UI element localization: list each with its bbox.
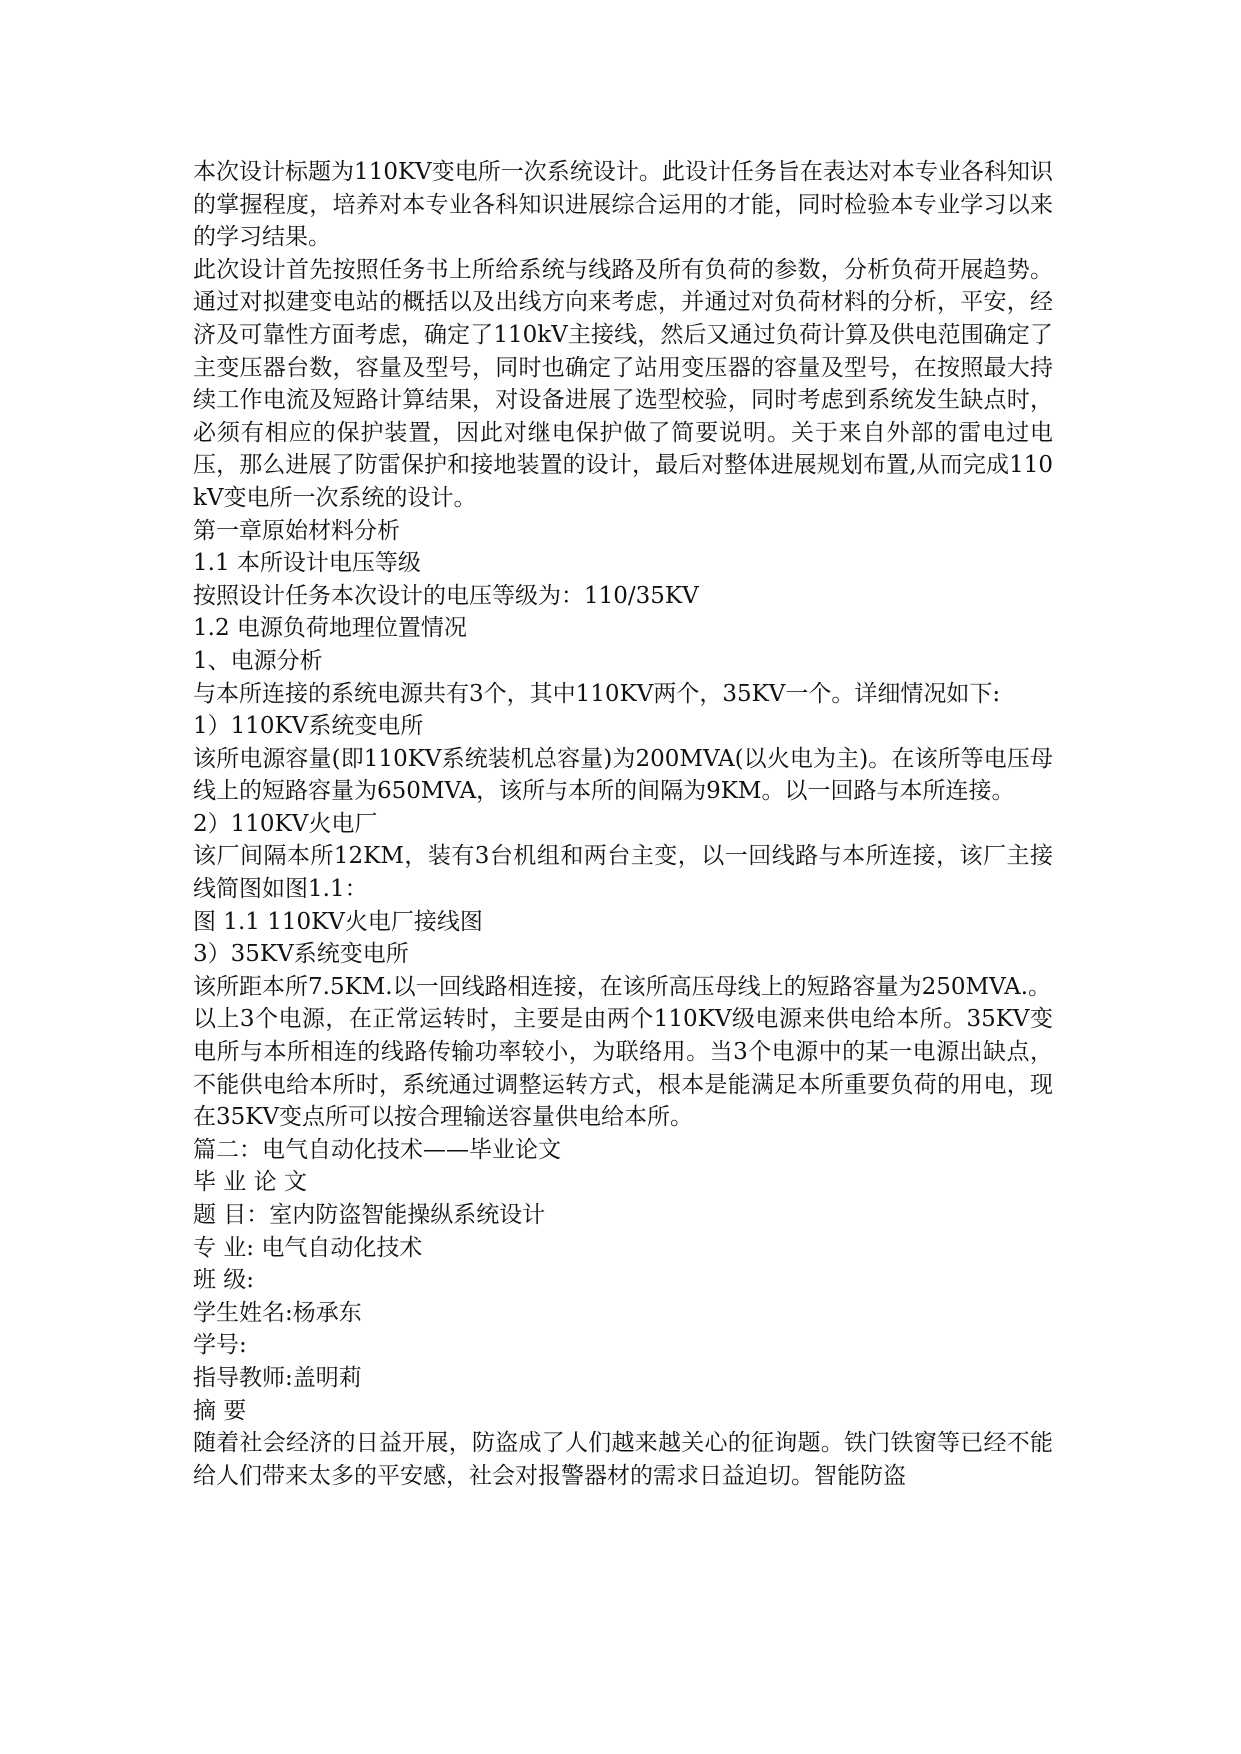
thesis-student-id: 学号: bbox=[193, 1332, 247, 1359]
subsection-heading-power-analysis: 1、电源分析 bbox=[193, 647, 323, 674]
voltage-level-text: 按照设计任务本次设计的电压等级为：110/35KV bbox=[193, 582, 699, 609]
item-heading-35kv-substation: 3）35KV系统变电所 bbox=[193, 941, 409, 968]
thesis-abstract-text: 随着社会经济的日益开展，防盗成了人们越来越关心的征询题。铁门铁窗等已经不能给人们带来太多的平安感，社会对报警器材的需求日益迫切。智能防盗 bbox=[193, 1430, 1053, 1489]
item-text-35kv-substation: 该所距本所7.5KM.以一回线路相连接，在该所高压母线上的短路容量为250MVA.。 bbox=[193, 973, 1052, 1000]
power-sources-intro: 与本所连接的系统电源共有3个，其中110KV两个，35KV一个。详细情况如下: bbox=[193, 680, 1001, 707]
section-heading-1-1: 1.1 本所设计电压等级 bbox=[193, 550, 421, 577]
item-text-110kv-substation: 该所电源容量(即110KV系统装机总容量)为200MVA(以火电为主)。在该所等电压母线上的短路容量为650MVA，该所与本所的间隔为9KM。以一回路与本所连接。 bbox=[193, 745, 1053, 805]
thesis-major: 专 业: 电气自动化技术 bbox=[193, 1234, 423, 1261]
power-sources-summary: 以上3个电源，在正常运转时，主要是由两个110KV级电源来供电给本所。35KV变电所与本所相连的线路传输功率较小，为联络用。当3个电源中的某一电源出缺点，不能供电给本所时，系统通过调整运转方式，根本是能满足本所重要负荷的用电，现在35KV变点所可以按合理输送容量供电给本所。 bbox=[193, 1006, 1053, 1131]
abstract-paragraph-1: 本次设计标题为110KV变电所一次系统设计。此设计任务旨在表达对本专业各科知识的掌握程度，培养对本专业各科知识进展综合运用的才能，同时检验本专业学习以来的学习结果。 bbox=[193, 159, 1053, 251]
document-body bbox=[193, 156, 1053, 1492]
figure-caption: 图 1.1 110KV火电厂接线图 bbox=[193, 908, 483, 935]
item-text-110kv-power-plant: 该厂间隔本所12KM，装有3台机组和两台主变，以一回线路与本所连接，该厂主接线简图如图1.1： bbox=[193, 843, 1053, 903]
chapter-heading: 第一章原始材料分析 bbox=[193, 517, 400, 544]
thesis-advisor: 指导教师:盖明莉 bbox=[193, 1364, 362, 1391]
thesis-title: 题 目：室内防盗智能操纵系统设计 bbox=[193, 1202, 546, 1228]
item-heading-110kv-substation: 1）110KV系统变电所 bbox=[193, 713, 424, 740]
abstract-heading: 摘 要 bbox=[193, 1397, 247, 1424]
thesis-student-name: 学生姓名:杨承东 bbox=[193, 1299, 362, 1326]
part-two-heading: 篇二：电气自动化技术——毕业论文 bbox=[193, 1136, 561, 1163]
item-heading-110kv-power-plant: 2）110KV火电厂 bbox=[193, 810, 378, 837]
section-heading-1-2: 1.2 电源负荷地理位置情况 bbox=[193, 615, 467, 642]
abstract-paragraph-2: 此次设计首先按照任务书上所给系统与线路及所有负荷的参数，分析负荷开展趋势。通过对拟建变电站的概括以及出线方向来考虑，并通过对负荷材料的分析，平安，经济及可靠性方面考虑，确定了110kV主接线，然后又通过负荷计算及供电范围确定了主变压器台数，容量及型号，同时也确定了站用变压器的容量及型号，在按照最大持续工作电流及短路计算结果，对设备进展了选型校验，同时考虑到系统发生缺点时，必须有相应的保护装置，因此对继电保护做了简要说明。关于来自外部的雷电过电压，那么进展了防雷保护和接地装置的设计，最后对整体进展规划布置,从而完成110kV变电所一次系统的设计。 bbox=[193, 256, 1053, 511]
thesis-class: 班 级: bbox=[193, 1267, 255, 1294]
thesis-label: 毕 业 论 文 bbox=[193, 1169, 307, 1196]
